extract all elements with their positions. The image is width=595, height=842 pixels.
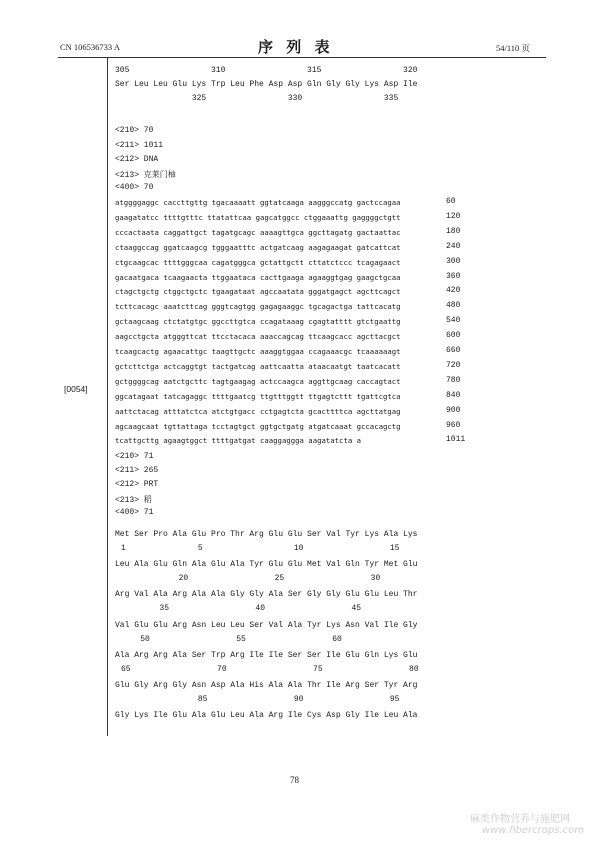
- residue-numbers: 1 5 10 15: [121, 544, 400, 553]
- base-count: 480: [446, 301, 461, 311]
- dna-sequence-line: ctagctgctg ctggctgctc tgaagataat agccaatata gggatgagct agcttcagct: [115, 287, 401, 297]
- dna-sequence-line: gctggggcag aatctgcttc tagtgaagag actccaagca aggttgcaag caccagtact: [115, 376, 401, 386]
- seq-type-field: <212> DNA: [115, 155, 159, 164]
- paragraph-tag: [0054]: [64, 384, 88, 394]
- base-count: 60: [446, 197, 456, 206]
- dna-sequence-line: gaagatatcc ttttgtttc ttatattcaa gagcatggcc ctggaaattg gaggggctgtt: [115, 212, 401, 222]
- residue-numbers-bottom: 325 330 335: [115, 94, 399, 103]
- base-count: 120: [446, 211, 461, 221]
- dna-sequence-line: aagcctgcta atgggttcat ttcctacaca aaaccagcag ttcaagcacc agcttacgct: [115, 332, 401, 342]
- dna-sequence-line: tcattgcttg agaagtggct ttttgatgat caaggaggga aagatatcta a: [115, 436, 362, 446]
- base-count: 540: [446, 316, 461, 326]
- page-title: 序 列 表: [258, 38, 334, 56]
- dna-sequence-line: gctaagcaag ctctatgtgc ggccttgtca ccagataaag cgagtatttt gtctgaattg: [115, 317, 401, 327]
- seq-length-field: <211> 1011: [115, 141, 164, 150]
- publication-number: CN 106536733 A: [60, 42, 120, 52]
- base-count: 180: [446, 226, 461, 236]
- residue-numbers: 35 40 45: [121, 604, 362, 614]
- protein-sequence-line: Met Ser Pro Ala Glu Pro Thr Arg Glu Glu Ser Val Tyr Lys Ala Lys: [115, 530, 418, 539]
- dna-sequence-line: gacaatgaca tcaagaacta ttggaataca cacttgaaga agaaggtgag gaagctgcaa: [115, 272, 401, 282]
- base-count: 840: [446, 390, 461, 400]
- residue-numbers: 85 90 95: [121, 695, 400, 704]
- seq-type-field: <212> PRT: [115, 480, 159, 489]
- seq-id-field: <210> 70: [115, 126, 154, 135]
- dna-sequence-line: tcaagcactg agaacattgc taagttgctc aaaggtggaa ccagaaacgc tcaaaaaagt: [115, 347, 401, 356]
- base-count: 360: [446, 271, 461, 281]
- seq-id-field: <210> 71: [115, 452, 154, 461]
- sequence-start-field: <400> 70: [115, 183, 154, 192]
- protein-sequence-line: Val Glu Glu Arg Asn Leu Leu Ser Val Ala Tyr Lys Asn Val Ile Gly: [115, 620, 418, 630]
- base-count: 420: [446, 286, 461, 296]
- base-count: 300: [446, 256, 461, 266]
- residue-numbers: 50 55 60: [121, 634, 342, 644]
- protein-sequence-line: Gly Lys Ile Glu Ala Glu Leu Ala Arg Ile Cys Asp Gly Ile Leu Ala: [115, 711, 418, 721]
- base-count: 780: [446, 375, 461, 385]
- protein-sequence-line: Ser Leu Leu Glu Lys Trp Leu Phe Asp Asp Gln Gly Gly Lys Asp Ile: [115, 80, 418, 89]
- dna-sequence-line: gctcttctga actcaggtgt tactgatcag aattcaatta ataacaatgt taatcacatt: [115, 361, 401, 371]
- sequence-start-field: <400> 71: [115, 508, 154, 517]
- page-indicator: 54/110 页: [496, 43, 530, 53]
- residue-numbers: 65 70 75 80: [121, 664, 419, 674]
- page-number: 78: [290, 775, 299, 785]
- protein-sequence-line: Arg Val Ala Arg Ala Ala Gly Gly Ala Ser Gly Gly Glu Glu Leu Thr: [115, 590, 418, 600]
- dna-sequence-line: cccactaata caggattgct tagatgcagc aaaagttgca ggcttagatg gactaattac: [115, 227, 401, 237]
- seq-length-field: <211> 265: [115, 466, 159, 475]
- dna-sequence-line: agcaagcaat tgttattaga tcctagtgct ggtgctgatg atgatcaaat gccacagctg: [115, 421, 401, 431]
- base-count: 720: [446, 360, 461, 370]
- dna-sequence-line: tcttcacagc aaatcttcag gggtcagtgg gagagaaggc tgcagactga tattcacatg: [115, 302, 401, 312]
- residue-numbers: 20 25 30: [121, 574, 381, 584]
- organism-field: <213> 稻: [115, 496, 152, 505]
- protein-sequence-line: Leu Ala Glu Gln Ala Glu Ala Tyr Glu Glu Met Val Gln Tyr Met Glu: [115, 560, 418, 570]
- residue-numbers-top: 305 310 315 320: [115, 66, 418, 75]
- protein-sequence-line: Ala Arg Arg Ala Ser Trp Arg Ile Ile Ser Ser Ile Glu Gln Lys Glu: [115, 650, 418, 660]
- dna-sequence-line: atggggaggc caccttgttg tgacaaaatt ggtatcaaga aagggccatg gactccagaa: [115, 198, 401, 207]
- base-count: 960: [446, 420, 461, 430]
- base-count: 600: [446, 331, 461, 341]
- base-count: 900: [446, 405, 461, 415]
- watermark-url: www.fibercrops.com: [482, 825, 584, 836]
- base-count: 1011: [446, 435, 466, 445]
- dna-sequence-line: ctaaggccag ggatcaagcg tgggaatttc actgatcaag aagagaagat gatcattcat: [115, 242, 401, 252]
- margin-rule: [107, 58, 108, 736]
- base-count: 660: [446, 346, 461, 355]
- dna-sequence-line: ctgcaagcac ttttgggcaa cagatgggca gctattgctt cttatctccc tcagagaact: [115, 257, 401, 267]
- protein-sequence-line: Glu Gly Arg Gly Asn Asp Ala His Ala Ala Thr Ile Arg Ser Tyr Arg: [115, 681, 418, 690]
- header-rule: [58, 57, 546, 58]
- dna-sequence-line: ggcatagaat tatcagaggc ttttgaatcg ttgtttggtt ttgagtcttt tgattcgtca: [115, 391, 401, 401]
- organism-field: <213> 克莱门柚: [115, 171, 176, 180]
- dna-sequence-line: aattctacag atttatctca atctgtgacc cctgagtcta gcacttttca agcttatgag: [115, 406, 401, 416]
- watermark-text: 麻类作物营养与施肥网: [470, 814, 570, 825]
- base-count: 240: [446, 241, 461, 251]
